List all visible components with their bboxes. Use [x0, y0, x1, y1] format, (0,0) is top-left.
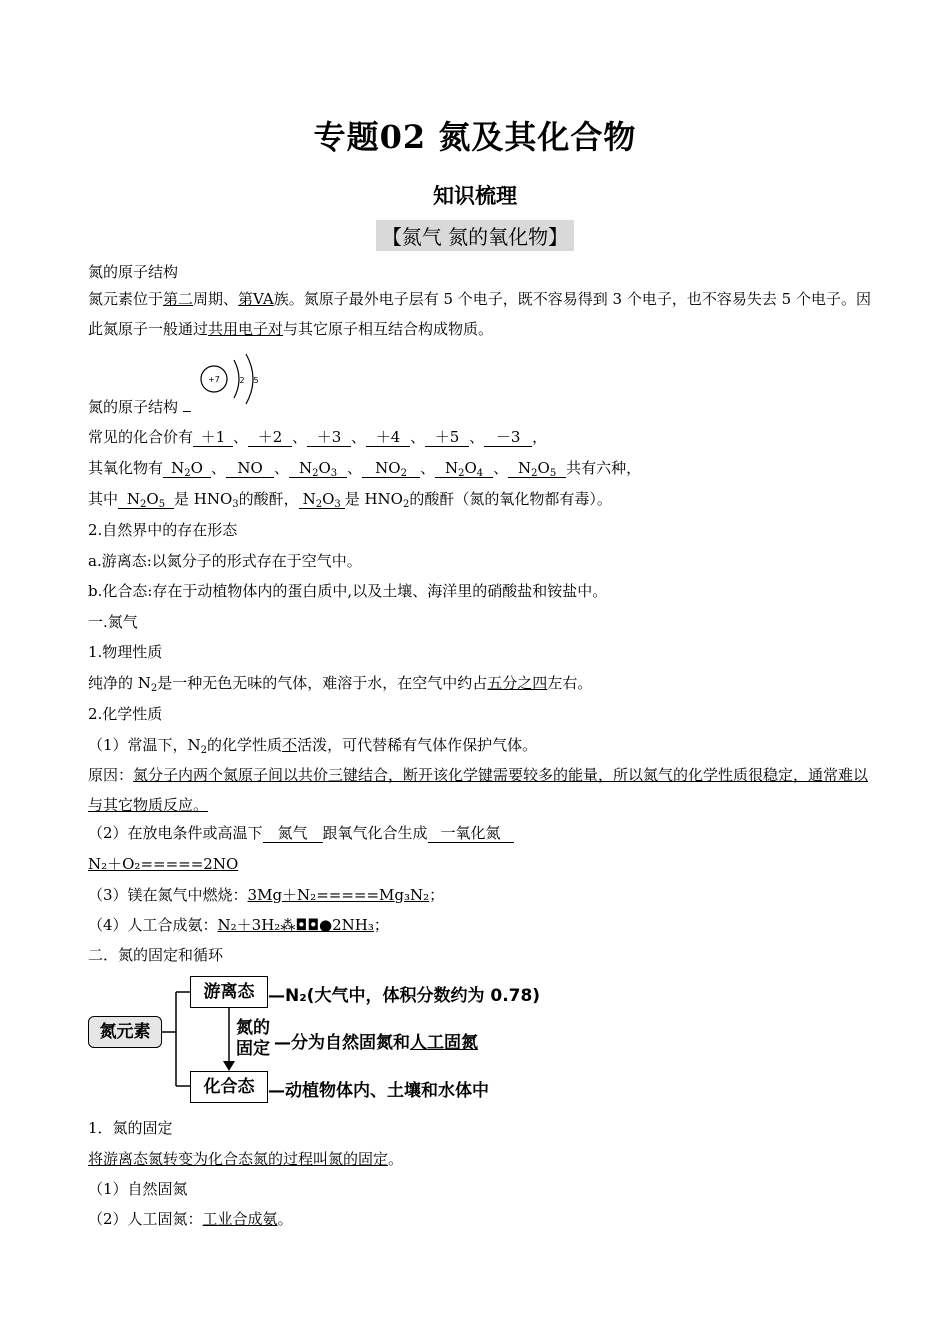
oxide-answer: $NO_2$: [362, 459, 420, 478]
electron-shell-1: [234, 360, 239, 398]
physical-line: 纯净的 $N_2$是一种无色无味的气体，难溶于水，在空气中约占五分之四左右。: [88, 674, 593, 694]
anhydride-answer: $N_2O_3$: [299, 490, 345, 509]
chemical-heading: 2.化学性质: [88, 705, 163, 723]
arrow-down-icon: [223, 1061, 235, 1071]
equation-no: N₂＋O₂=====2NO: [88, 855, 239, 873]
product-answer: 一氧化氮: [428, 824, 514, 843]
nature-free: a.游离态:以氮分子的形式存在于空气中。: [88, 552, 362, 570]
chem-item-2: （2）在放电条件或高温下 氮气 跟氧气化合生成 一氧化氮: [88, 823, 878, 843]
chem-item-4: （4）人工合成氨：N₂＋3H₂⁂◘◘●2NH₃；: [88, 916, 389, 934]
section-header-wrap: [0, 220, 950, 251]
bond-answer: 共用电子对: [208, 320, 284, 338]
nitrogen-atom-diagram: [198, 352, 268, 412]
period-answer: 第二: [163, 290, 194, 308]
valence-line: 常见的化合价有 ＋1 、 ＋2 、 ＋3 、 ＋4 、 ＋5 、 －3 ，: [88, 428, 548, 446]
nitrogen-cycle-diagram: [86, 968, 586, 1108]
fixation-sub-heading: 1．氮的固定: [88, 1119, 173, 1137]
valence-answer: ＋2: [248, 428, 292, 447]
shell-2-count: 5: [253, 376, 259, 385]
page-subtitle: 知识梳理: [433, 183, 517, 208]
nucleus-charge: +7: [208, 375, 220, 384]
anhydride-answer: $N_2O_5$: [118, 490, 174, 509]
arrow-label: 氮的 固定: [236, 1018, 270, 1059]
nature-heading: 2.自然界中的存在形态: [88, 521, 238, 539]
section-header: 【氮气 氮的氧化物】: [376, 220, 574, 251]
combined-desc: —动植物体内、土壤和水体中: [268, 1081, 489, 1101]
valence-answer: ＋4: [366, 428, 410, 447]
oxides-line: 其氧化物有 $N_2O$ 、 NO 、 $N_2O_3$ 、 $NO_2$ 、 $N_2O_4$ 、 $N_2O_5$ 共有六种，: [88, 459, 642, 479]
page-title: 专题02 氮及其化合物: [313, 118, 637, 156]
equation-mg: 3Mg＋N₂=====Mg₃N₂: [247, 886, 430, 904]
reactant-answer: 氮气: [263, 824, 323, 843]
anhydride-line: 其中 $N_2O_5$ 是 $HNO_3$的酸酐， $N_2O_3$ 是 $HNO_2$的酸酐（氮的氧化物都有毒）。: [88, 490, 612, 510]
nitrogen-heading: 一.氮气: [88, 613, 138, 631]
oxide-answer: $N_2O_5$: [508, 459, 566, 478]
atom-label: 氮的原子结构: [88, 397, 878, 417]
oxide-answer: $N_2O_3$: [289, 459, 347, 478]
valence-answer: ＋5: [425, 428, 469, 447]
reason-paragraph: 原因：氮分子内两个氮原子间以共价三键结合，断开该化学键需要较多的能量，所以氮气的化学性质很稳定，通常难以与其它物质反应。: [88, 766, 869, 814]
atomic-structure-heading: 氮的原子结构: [88, 263, 179, 281]
valence-answer: －3: [484, 428, 532, 447]
artificial-fixation: （2）人工固氮：工业合成氨。: [88, 1210, 293, 1228]
combined-state-box: 化合态: [190, 1071, 268, 1103]
free-desc: —N₂(大气中，体积分数约为 0.78): [268, 986, 541, 1006]
shell-1-count: 2: [239, 376, 245, 385]
equation-nh3: N₂＋3H₂⁂◘◘●2NH₃: [217, 916, 374, 934]
electron-shell-2: [246, 354, 253, 404]
chem-item-3: （3）镁在氮气中燃烧：3Mg＋N₂=====Mg₃N₂；: [88, 886, 445, 904]
fraction-answer: 五分之四: [487, 674, 548, 692]
reason-answer: 氮分子内两个氮原子间以共价三键结合，断开该化学键需要较多的能量，所以氮气的化学性质很稳定，通常难以与其它物质反应。: [88, 766, 869, 814]
chem-item-1: （1）常温下，$N_2$的化学性质不活泼，可代替稀有气体作保护气体。: [88, 736, 538, 756]
oxide-answer: NO: [226, 459, 274, 478]
group-answer: 第VA: [238, 290, 274, 308]
fixation-heading: 二．氮的固定和循环: [88, 946, 224, 964]
oxide-answer: $N_2O$: [163, 459, 211, 478]
fixation-definition: 将游离态氮转变为化合态氮的过程叫氮的固定。: [88, 1150, 404, 1168]
valence-answer: ＋1: [193, 428, 233, 447]
physical-heading: 1.物理性质: [88, 643, 163, 661]
fixation-desc: —分为自然固氮和人工固氮: [274, 1033, 478, 1053]
oxide-answer: $N_2O_4$: [435, 459, 493, 478]
element-box: 氮元素: [88, 1016, 162, 1048]
inactive-answer: 不: [282, 736, 298, 754]
valence-answer: ＋3: [307, 428, 351, 447]
nature-combined: b.化合态:存在于动植物体内的蛋白质中,以及土壤、海洋里的硝酸盐和铵盐中。: [88, 582, 608, 600]
free-state-box: 游离态: [190, 976, 268, 1008]
natural-fixation: （1）自然固氮: [88, 1180, 188, 1198]
intro-paragraph: 氮元素位于第二周期、第VA族。氮原子最外电子层有 5 个电子，既不容易得到 3 个电子，也不容易失去 5 个电子。因此氮原子一般通过共用电子对与其它原子相互结合构成物质。: [88, 290, 871, 338]
